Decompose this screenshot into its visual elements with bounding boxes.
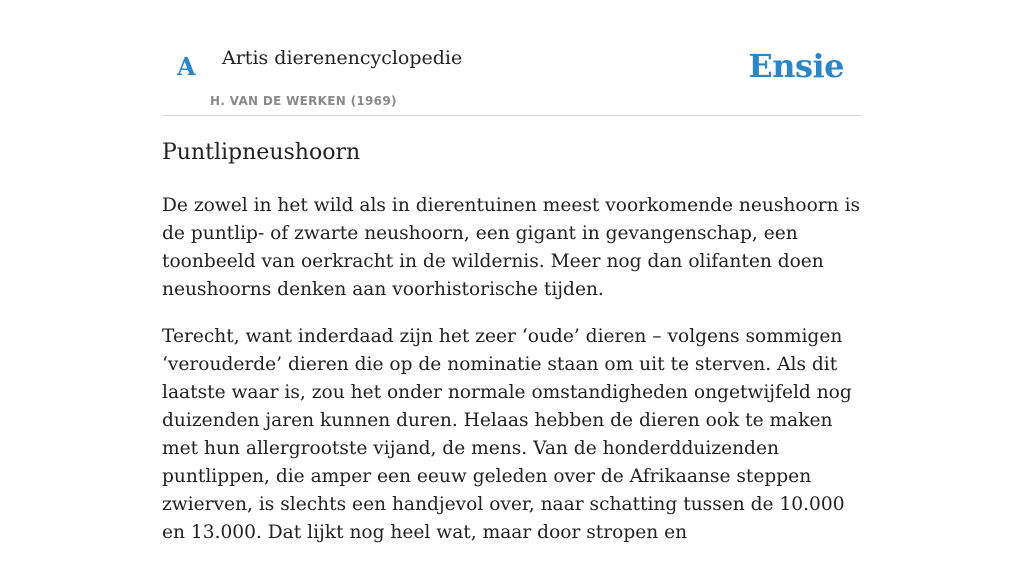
book-title-link[interactable]: Artis dierenencyclopedie [222, 47, 463, 69]
book-header [162, 0, 862, 116]
article-body [162, 192, 862, 566]
article-title: Puntlipneushoorn [162, 140, 361, 165]
book-letter-link[interactable]: A [177, 52, 196, 81]
book-author: H. VAN DE WERKEN (1969) [210, 94, 397, 108]
ensie-logo-link[interactable]: Ensie [748, 47, 844, 85]
article-paragraph: De zowel in het wild als in dierentuinen meest voorkomende neushoorn is de puntlip- of zwarte neushoorn, een gigant in gevangenschap, een toonbeeld van oerkracht in de wildernis. Meer nog dan olifanten doen neushoorns denken aan voorhistorische tijden. [162, 195, 861, 300]
page [162, 0, 862, 543]
article-paragraph: Terecht, want inderdaad zijn het zeer ‘oude’ dieren – volgens sommigen ‘verouderde’ dieren die op de nominatie staan om uit te sterven. Als dit laatste waar is, zou het onder normale omstandigheden ongetwijfeld nog duizenden jaren kunnen duren. Helaas hebben de dieren ook te maken met hun allergrootste vijand, de mens. Van de honderdduizenden puntlippen, die amper een eeuw geleden over de Afrikaanse steppen zwierven, is slechts een handjevol over, naar schatting tussen de 10.000 en 13.000. Dat lijkt nog heel wat, maar door stropen en [162, 326, 852, 543]
